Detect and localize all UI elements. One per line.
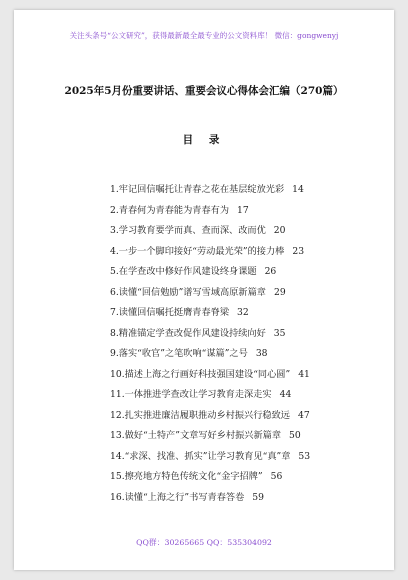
toc-item <box>110 406 390 427</box>
toc-item <box>110 303 390 324</box>
document-title: 2025年5月份重要讲话、重要会议心得体会汇编（270篇） <box>64 85 344 97</box>
toc-item-page: 53 <box>298 450 311 462</box>
toc-item <box>110 365 390 386</box>
toc-item-title: 6.读懂“回信勉励”谱写雪域高原新篇章 <box>110 286 266 298</box>
toc-item-title: 13.做好“土特产”文章写好乡村振兴新篇章 <box>110 430 282 441</box>
toc-item <box>110 180 390 201</box>
toc-item <box>110 385 390 406</box>
footer-contact-note: QQ群：30265665 QQ：535304092 <box>136 538 272 547</box>
toc-item-title: 8.精准锚定学查改促作风建设持续向好 <box>110 327 266 339</box>
toc-item-title: 11.一体推进学查改让学习教育走深走实 <box>110 389 272 400</box>
toc-item-page: 32 <box>237 307 249 318</box>
toc-item-title: 12.扎实推进廉洁履职推动乡村振兴行稳致远 <box>110 409 290 421</box>
toc-item <box>110 283 390 304</box>
toc-item-title: 16.读懂“上海之行”书写青春答卷 <box>110 491 245 503</box>
toc-item-title: 9.落实“收官”之笔吹响“谋篇”之号 <box>110 348 248 359</box>
toc-item-title: 2.青春何为青春能为青春有为 <box>110 204 230 216</box>
toc-item-page: 59 <box>252 491 264 503</box>
toc-item-page: 23 <box>292 245 305 257</box>
toc-item-title: 7.读懂回信嘱托挺膺青春脊梁 <box>110 307 230 318</box>
toc-item <box>110 324 390 345</box>
toc-item-page: 44 <box>279 389 292 400</box>
table-of-contents <box>110 180 390 508</box>
header-note: 关注头条号“公文研究”，获得最新最全最专业的公文资料库！ 微信：gongwenyj <box>69 31 339 40</box>
toc-item-title: 10.描述上海之行画好科技强国建设“同心圆” <box>110 368 291 380</box>
toc-item <box>110 242 390 263</box>
toc-item-page: 38 <box>255 348 268 359</box>
toc-item-page: 50 <box>289 430 301 441</box>
toc-item-page: 41 <box>298 368 310 380</box>
toc-item-title: 1.牢记回信嘱托让青春之花在基层绽放光彩 <box>110 184 285 195</box>
toc-item-page: 20 <box>273 225 286 236</box>
toc-item-page: 35 <box>273 327 286 339</box>
toc-item <box>110 426 390 447</box>
document-page <box>14 10 394 570</box>
toc-item-page: 26 <box>264 266 277 277</box>
toc-item-page: 56 <box>270 471 283 482</box>
toc-item-title: 3.学习教育要学而真、查而深、改而优 <box>110 225 266 236</box>
toc-item-title: 5.在学查改中修好作风建设终身课题 <box>110 266 257 277</box>
toc-item <box>110 447 390 468</box>
toc-item <box>110 344 390 365</box>
toc-heading: 目 录 <box>182 134 226 146</box>
toc-item-page: 14 <box>292 184 304 195</box>
toc-item <box>110 201 390 222</box>
toc-item <box>110 488 390 509</box>
toc-item-page: 29 <box>273 286 286 298</box>
toc-item-title: 14.“求深、找准、抓实”让学习教育见“真”章 <box>110 450 291 462</box>
toc-item <box>110 262 390 283</box>
toc-item-page: 17 <box>237 204 249 216</box>
toc-item <box>110 221 390 242</box>
toc-item-page: 47 <box>298 409 310 421</box>
toc-item <box>110 467 390 488</box>
toc-item-title: 15.擦亮地方特色传统文化“金字招牌” <box>110 471 263 482</box>
toc-item-title: 4.一步一个脚印接好“劳动最光荣”的接力棒 <box>110 245 285 257</box>
